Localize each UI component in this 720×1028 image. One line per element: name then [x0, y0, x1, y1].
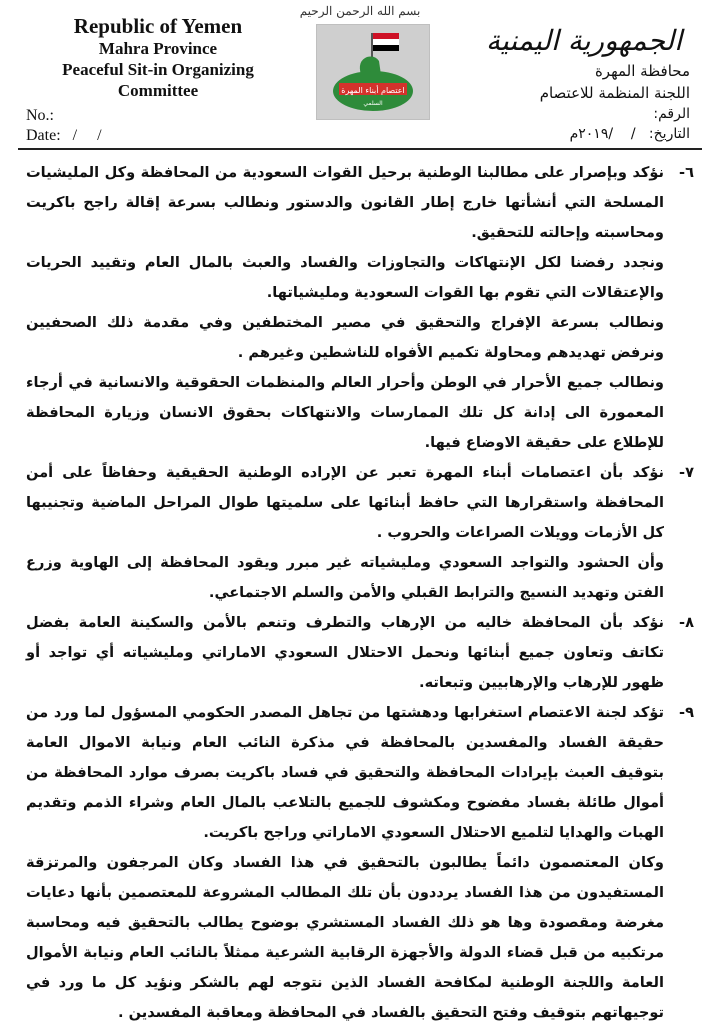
country-name-en: Republic of Yemen: [73, 14, 243, 38]
committee-name-ar: اللجنة المنظمة للاعتصام: [539, 84, 690, 102]
paragraph: وأن الحشود والتواجد السعودي ومليشياته غير مبرر ويقود المحافظة إلى الهاوية وزرع الفتن وتهديد النسيج والترابط القبلي والأمن والسلم الاجتماعي.: [26, 554, 664, 601]
paragraph: ونجدد رفضنا لكل الإنتهاكات والتجاوزات والفساد والعبث بالمال العام وتقييد الحريات والإعتقالات التي تقوم بها القوات السعودية ومليشياتها.: [26, 254, 664, 301]
point-number: ٨-: [679, 614, 694, 631]
point-text: نؤكد بأن اعتصامات أبناء المهرة تعبر عن الإراده الوطنية الحقيقية وحفاظاً على أمن المحافظة واستقرارها التي حافظ أبنائها على سلميتها طوال المراحل الماضية وتجنيبها كل الأزمات وويلات الصراعات والحروب .: [26, 464, 664, 541]
country-name-ar: الجمهورية اليمنية: [485, 24, 682, 57]
point-text: نؤكد بأن المحافظة خاليه من الإرهاب والتطرف وتنعم بالأمن والسكينة العامة بفضل تكاتف وتعاون جميع أبنائها ونحمل الاحتلال السعودي الاماراتي ومليشياته أي تواجد أو ظهور للإرهاب والإرهابيين وتبعاته.: [26, 614, 664, 691]
point-text: نؤكد وبإصرار على مطالبنا الوطنية برحيل القوات السعودية من المحافظة وكل المليشيات المسلحة التي أنشأتها خارج إطار القانون والدستور ونطالب بسرعة إقالة راجح باكريت ومحاسبته وإحالته للتحقيق.: [26, 164, 664, 241]
english-reference-block: [26, 106, 102, 146]
date-label-ar: التاريخ: / /٢٠١٩م: [569, 126, 690, 142]
arabic-letterhead: [460, 22, 690, 144]
point-text: تؤكد لجنة الاعتصام استغرابها ودهشتها من تجاهل المصدر الحكومي المسؤول لما ورد من حقيقة الفساد والمفسدين بالمحافظة في مذكرة النائب العام ونيابة الاموال العامة بتوقيف العبث بإيرادات المحافظة والتحقيق في فساد باكريت بصرف موارد المحافظة من أموال طائلة بفساد مفضوح ومكشوف للجميع بالتلاعب بالمال العام وشراء الذمم وتقديم الهبات والهدايا لتلميع الاحتلال السعودي الاماراتي وراجح باكريت.: [26, 704, 664, 841]
basmala-calligraphy: بسم الله الرحمن الرحيم: [299, 4, 421, 18]
number-label-ar: الرقم:: [653, 106, 690, 122]
sit-in-logo: [316, 24, 430, 120]
point-9: [26, 698, 694, 848]
committee-name-en-line1: Peaceful Sit-in Organizing: [62, 60, 254, 79]
governorate-name-ar: محافظة المهرة: [594, 62, 690, 80]
english-letterhead: [40, 14, 276, 101]
paragraph: ونطالب بسرعة الإفراج والتحقيق في مصير المختطفين وفي مقدمة ذلك الصحفيين ونرفض تهديدهم ومحاولة تكميم الأفواه للناشطين وغيرهم .: [26, 314, 664, 361]
closing-paragraph: وكان المعتصمون دائماً يطالبون بالتحقيق في هذا الفساد وكان المرجفون والمرتزقة المستفيدون من هذا الفساد يرددون بأن تلك المطالب المشروعة للمعتصمين بأنها دعايات مغرضة ومقصودة وها هو ذلك الفساد المستشري بوضوح يطالب بالتحقيق فيه ومحاسبة مرتكبيه من قبل قضاء الدولة والأجهزة الرقابية الشرعية ممثلاً بالنائب العام ونيابة الأموال العامة واللجنة الوطنية لمكافحة الفساد الذين نتوجه لهم بالشكر ونؤيد كل ما ورد في توجيهاتهم بتوقيف وفتح التحقيق بالفساد في المحافظة ومعاقبة المفسدين .: [26, 854, 664, 1021]
number-label-en: No.:: [26, 107, 54, 124]
header-divider: [18, 148, 702, 150]
statement-body: [26, 158, 694, 1028]
point-6: [26, 158, 694, 248]
paragraph: ونطالب جميع الأحرار في الوطن وأحرار العالم والمنظمات الحقوقية والانسانية في أرجاء المعمورة الى إدانة كل تلك الممارسات والانتهاكات بحقوق الانسان وزيارة المحافظة للإطلاع على حقيقة الاوضاع فيها.: [26, 374, 664, 451]
point-number: ٦-: [679, 164, 694, 181]
point-8: [26, 608, 694, 698]
logo-lettering: اعتصام أبناء المهرة: [341, 86, 405, 95]
province-name-en: Mahra Province: [98, 39, 218, 58]
logo-graphic: [317, 25, 429, 119]
point-number: ٩-: [679, 704, 694, 721]
point-7: [26, 458, 694, 548]
svg-text:السلمي: السلمي: [363, 100, 383, 107]
point-number: ٧-: [679, 464, 694, 481]
committee-name-en-line2: Committee: [117, 81, 199, 100]
date-label-en: Date: / /: [26, 127, 102, 144]
